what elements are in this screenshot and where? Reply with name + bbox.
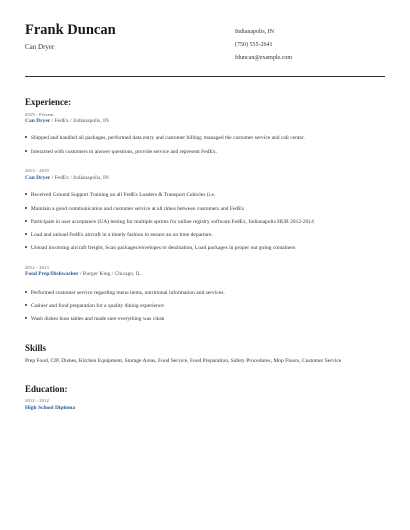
bullet-icon: [25, 207, 27, 209]
bullet-icon: [25, 233, 27, 235]
experience-heading: Experience:: [25, 97, 71, 107]
bullet-text: Unload incoming aircraft freight, Scan packages/envelopes to destination, Load packages in proper out going containers: [30, 245, 296, 251]
bullet-text: Performed customer service regarding menu items, nutritional information and services.: [30, 290, 225, 296]
job-title: [25, 271, 141, 277]
education-dates: 2012 - 2012: [25, 398, 49, 403]
education-degree: High School Diploma: [25, 405, 76, 411]
bullet-text: Cashier and food preparation for a quality dining experience: [30, 303, 164, 309]
bullet-icon: [25, 304, 27, 306]
list-item: [25, 232, 213, 238]
bullet-text: Shipped and handled all packages, performed data entry and customer billing; managed the customer service and call center.: [30, 135, 305, 141]
job-company: / Burger King / Chicago, IL: [78, 271, 141, 277]
job-company: / FedEx / Indianapolis, IN: [50, 175, 109, 181]
contact-location: Indianapolis, IN: [235, 29, 274, 35]
contact-email[interactable]: fduncan@example.com: [235, 55, 293, 61]
skills-list: Prep Food, CIP, Dishes, Kitchen Equipment, Storage Areas, Food Service, Food Preparation, Safety Procedures, Mop Floors, Customer Service: [25, 358, 342, 364]
bullet-text: Maintain a good communication and customer service at all times between customers and FedEx: [30, 206, 245, 212]
bullet-text: Wash dishes buss tables and made sure everything was clean: [30, 316, 165, 322]
bullet-icon: [25, 317, 27, 319]
job-role: Can Dryer: [25, 118, 51, 124]
skills-heading: Skills: [25, 343, 47, 353]
list-item: [25, 245, 295, 251]
bullet-icon: [25, 246, 27, 248]
list-item: [25, 206, 244, 212]
job-dates: 2012 - 2013: [25, 265, 49, 270]
job-role: Food Prep/Dishwasher: [25, 271, 79, 277]
list-item: [25, 149, 217, 155]
list-item: [25, 135, 305, 141]
job-title: [25, 118, 109, 124]
job-role: Can Dryer: [25, 175, 51, 181]
candidate-name: Frank Duncan: [25, 22, 116, 38]
job-company: / FedEx / Indianapolis, IN: [50, 118, 109, 124]
job-dates: 2013 - 2019: [25, 168, 49, 173]
bullet-text: Load and unload FedEx aircraft in a timely fashion to ensure an on time departure.: [30, 232, 213, 238]
candidate-title: Can Dryer: [25, 43, 55, 51]
education-heading: Education:: [25, 384, 68, 394]
bullet-icon: [25, 193, 27, 195]
bullet-text: Participate in user acceptance (UA) testing for multiple sprints for online registry software.FedEx, Indianapolis HUB 2012-2014: [30, 219, 314, 225]
list-item: [25, 303, 164, 309]
list-item: [25, 219, 314, 225]
list-item: [25, 290, 225, 296]
bullet-icon: [25, 291, 27, 293]
header-divider: [25, 76, 385, 77]
bullet-icon: [25, 150, 27, 152]
contact-phone: (750) 555-2641: [235, 42, 273, 48]
list-item: [25, 316, 164, 322]
bullet-icon: [25, 220, 27, 222]
bullet-text: Interacted with customers to answer questions, provide service and represent FedEx.: [30, 149, 217, 155]
job-title: [25, 175, 109, 181]
bullet-icon: [25, 136, 27, 138]
bullet-text: Received Ground Support Training on all FedEx Loaders & Transport Cehicles (i.e.: [30, 192, 216, 198]
list-item: [25, 192, 215, 198]
job-dates: 2019 - Present: [25, 112, 54, 117]
